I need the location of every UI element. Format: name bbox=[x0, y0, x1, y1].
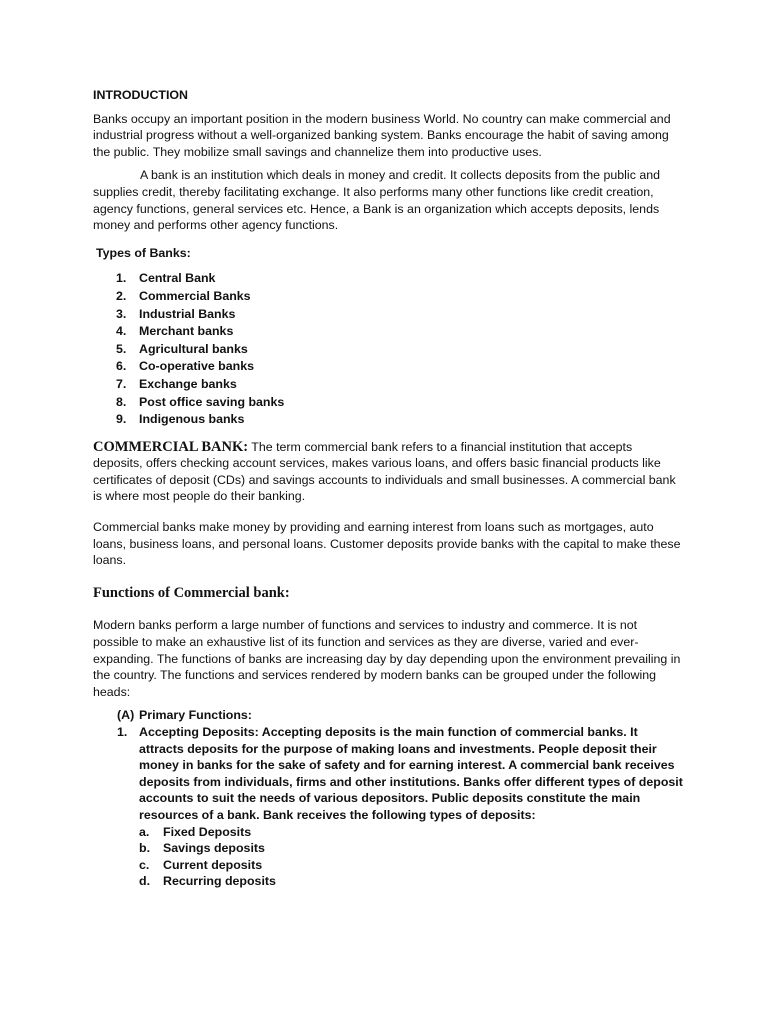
list-label: Industrial Banks bbox=[139, 306, 236, 321]
list-item bbox=[139, 857, 683, 874]
types-of-banks-heading: Types of Banks: bbox=[96, 245, 191, 260]
list-item bbox=[93, 323, 683, 341]
primary-functions-section bbox=[117, 707, 683, 890]
list-letter: c. bbox=[139, 857, 150, 872]
accepting-number: 1. bbox=[117, 725, 128, 739]
primary-functions-heading bbox=[117, 707, 683, 724]
list-label: Merchant banks bbox=[139, 324, 234, 339]
list-item bbox=[93, 394, 683, 412]
list-number: 3. bbox=[116, 306, 127, 321]
functions-paragraph: Modern banks perform a large number of functions and services to industry and commerce. It is not possible to make an exhaustive list of its function and services as they are diverse, varied and ever-expanding. The functions of banks are increasing day by day depending upon the environment prevailing in the country. The functions and services rendered by modern banks can be grouped under the following heads: bbox=[93, 618, 681, 699]
functions-heading: Functions of Commercial bank: bbox=[93, 584, 290, 601]
list-item bbox=[93, 341, 683, 359]
list-item bbox=[93, 376, 683, 394]
list-letter: b. bbox=[139, 841, 151, 856]
list-number: 7. bbox=[116, 376, 127, 391]
list-number: 4. bbox=[116, 324, 127, 339]
list-label: Agricultural banks bbox=[139, 341, 248, 356]
document-page bbox=[93, 87, 683, 890]
list-label: Savings deposits bbox=[163, 841, 265, 856]
list-letter: a. bbox=[139, 824, 150, 839]
commercial-bank-text: The term commercial bank refers to a financial institution that accepts deposits, offers checking account services, makes various loans, and offers basic financial products like certificates of deposit (CDs) and savings accounts to individuals and small businesses. A commercial bank is where most people do their banking. bbox=[93, 439, 676, 504]
list-number: 5. bbox=[116, 341, 127, 356]
intro-paragraph-2: A bank is an institution which deals in money and credit. It collects deposits from the public and supplies credit, thereby facilitating exchange. It also performs many other functions like credit creation, agency functions, general services etc. Hence, a Bank is an organization which accepts deposits, lends money and performs other agency functions. bbox=[93, 168, 661, 233]
list-item bbox=[93, 411, 683, 429]
types-of-banks-list bbox=[93, 270, 683, 428]
commercial-bank-paragraph bbox=[93, 439, 683, 505]
list-label: Post office saving banks bbox=[139, 394, 285, 409]
list-label: Central Bank bbox=[139, 271, 216, 286]
list-number: 9. bbox=[116, 412, 127, 427]
list-label: Current deposits bbox=[163, 857, 263, 872]
list-item bbox=[93, 306, 683, 324]
list-number: 2. bbox=[116, 288, 127, 303]
commercial-bank-paragraph-2: Commercial banks make money by providing and earning interest from loans such as mortgages, auto loans, business loans, and personal loans. Customer deposits provide banks with the capital to make these loans. bbox=[93, 520, 681, 568]
list-item bbox=[139, 873, 683, 890]
list-label: Recurring deposits bbox=[163, 874, 276, 889]
accepting-deposits-item bbox=[117, 724, 683, 890]
list-label: Commercial Banks bbox=[139, 288, 251, 303]
list-label: Fixed Deposits bbox=[163, 824, 252, 839]
commercial-bank-lead: COMMERCIAL BANK: bbox=[93, 438, 249, 455]
list-label: Co-operative banks bbox=[139, 359, 254, 374]
deposit-types-list bbox=[139, 824, 683, 890]
accepting-deposits-body: Accepting deposits is the main function of commercial banks. It attracts deposits for the purpose of making loans and investments. People deposit their money in banks for the sake of safety and for earning interest. A commercial bank receives deposits from individuals, firms and other institutions. Banks offer different types of deposit accounts to suit the needs of various depositors. Public deposits constitute the main resources of a bank. Bank receives the following types of deposits: bbox=[139, 725, 683, 822]
list-number: 8. bbox=[116, 394, 127, 409]
list-label: Indigenous banks bbox=[139, 412, 245, 427]
primary-title: Primary Functions: bbox=[139, 708, 252, 723]
intro-paragraph-1: Banks occupy an important position in the modern business World. No country can make commercial and industrial progress without a well-organized banking system. Banks encourage the habit of saving among the public. They mobilize small savings and channelize them into productive uses. bbox=[93, 111, 671, 159]
list-letter: d. bbox=[139, 874, 151, 889]
list-label: Exchange banks bbox=[139, 376, 237, 391]
primary-label: (A) bbox=[117, 708, 135, 723]
list-item bbox=[139, 840, 683, 857]
list-item bbox=[139, 824, 683, 841]
introduction-heading: INTRODUCTION bbox=[93, 88, 188, 102]
accepting-deposits-text bbox=[139, 724, 683, 890]
list-item bbox=[93, 358, 683, 376]
list-item bbox=[93, 288, 683, 306]
list-number: 6. bbox=[116, 359, 127, 374]
list-item bbox=[93, 270, 683, 288]
list-number: 1. bbox=[116, 271, 127, 286]
accepting-deposits-lead: Accepting Deposits: bbox=[139, 725, 259, 739]
